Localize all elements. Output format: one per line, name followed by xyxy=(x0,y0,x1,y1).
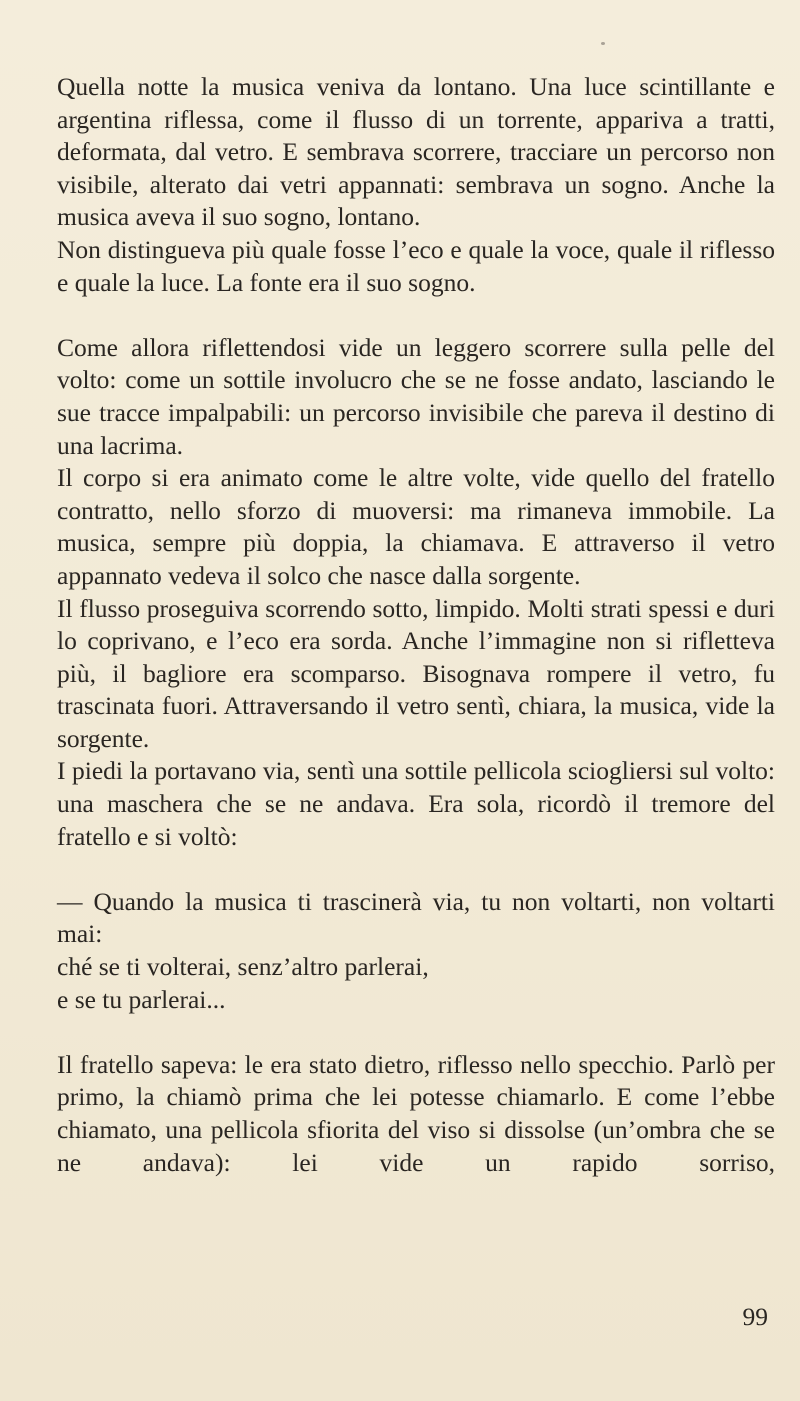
paragraph: Non distingueva più quale fosse l’eco e quale la voce, quale il riflesso e quale la luce. La fonte era il suo sogno. xyxy=(57,234,775,297)
paragraph-gap xyxy=(57,853,775,886)
paragraph: I piedi la portavano via, sentì una sottile pellicola sciogliersi sul volto: una maschera che se ne andava. Era sola, ricordò il tremore del fratello e si voltò: xyxy=(57,756,775,851)
paragraph: Il fratello sapeva: le era stato dietro, riflesso nello specchio. Parlò per primo, la chiamò prima che lei potesse chiamarlo. E come l’ebbe chiamato, una pellicola sfiorita del viso si dissolse (un’ombra che se ne andava): lei vide un rapido sorriso, xyxy=(57,1049,775,1177)
quote-line: e se tu parlerai... xyxy=(57,984,226,1014)
ink-speck xyxy=(601,42,605,45)
paragraph: Come allora riflettendosi vide un leggero scorrere sulla pelle del volto: come un sottile involucro che se ne fosse andato, lasciando le sue tracce impalpabili: un percorso invisibile che pareva il destino di una lacrima. xyxy=(57,332,775,460)
page-number: 99 xyxy=(742,1302,768,1331)
paragraph: Il corpo si era animato come le altre volte, vide quello del fratello contratto, nello sforzo di muoversi: ma rimaneva immobile. La musica, sempre più doppia, la chiamava. E attraverso il vetro appannato vedeva il solco che nasce dalla sorgente. xyxy=(57,463,775,590)
quote-line: ché se ti volterai, senz’altro parlerai, xyxy=(57,952,429,982)
paragraph-gap xyxy=(57,1016,775,1049)
paragraph-gap xyxy=(57,299,775,332)
paragraph: Quella notte la musica veniva da lontano. Una luce scintillante e argentina riflessa, come il flusso di un torrente, appariva a tratti, deformata, dal vetro. E sembrava scorrere, tracciare un percorso non visibile, alterato dai vetri appannati: sembrava un sogno. Anche la musica aveva il suo sogno, lontano. xyxy=(57,72,775,232)
paragraph: Il flusso proseguiva scorrendo sotto, limpido. Molti strati spessi e duri lo coprivano, e l’eco era sorda. Anche l’immagine non si rifletteva più, il bagliore era scomparso. Bisognava rompere il vetro, fu trascinata fuori. Attraversando il vetro sentì, chiara, la musica, vide la sorgente. xyxy=(57,593,775,753)
page-body-text xyxy=(57,71,775,1179)
quote-line: — Quando la musica ti trascinerà via, tu non voltarti, non voltarti mai: xyxy=(57,886,775,949)
